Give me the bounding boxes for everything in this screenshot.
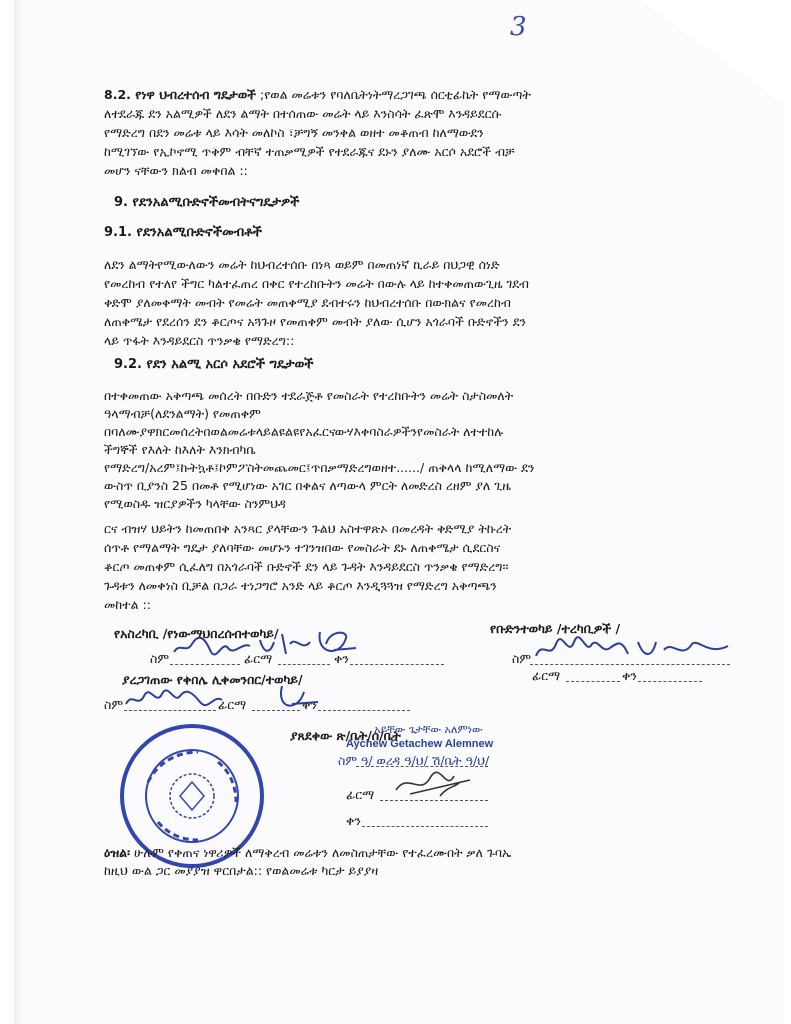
right-name-signature (532, 630, 732, 670)
left-sign-label: ፊርማ (244, 651, 273, 666)
section-92-p1-line-7: የሚወስዱ ዝርያዎችን ካላቸው ስንምህዳ (104, 496, 286, 511)
verifier-name-label: ስም (104, 697, 124, 712)
section-92-p2-line-4: ጉዳቱን ለመቀነስ ቢቻል በጋራ ተነጋግሮ አንድ ላይ ቆርጦ እንዲጓጓዝ የማድረግ አቅጣጫን (104, 578, 497, 593)
note-label: ዕዝል፡ (104, 845, 131, 860)
section-92-p1-line-5: የማድረግ/አረም፤ኩትኳቶ፤ኮምፖስትመጨመር፤ጥበቃማድረግወዘተ....../ ጠቅላላ ከሚለማው ደን (104, 460, 535, 475)
section-82-heading: 8.2. የነዋ ህብረተሰብ ግዴታወች (104, 87, 256, 102)
verifier-label: ያረጋገጠው የቀበሌ ሊቀመንበር/ተወካይ/ (122, 672, 303, 687)
section-82-line-4: ከሚገኘው የኢኮኖሚ ጥቅም ብቸኛ ተጠቃሚዎች የተደራጁና ደኑን ያለሙ አርሶ አደሮች ብቻ (104, 144, 515, 159)
section-92-heading: 9.2. የደን አልሚ አርሶ አደሮች ግዴታወች (114, 357, 314, 372)
witness-signature (390, 766, 480, 800)
section-92-p2-line-5: መከተል :: (104, 597, 151, 612)
section-91-line-3: ቀድሞ ያለመቀማት መብት የመሬት መጠቀሚያ ደብተሩን ከህብረተሰቡ በውክልና የመረከብ (104, 295, 511, 310)
left-party-label: የአስረካቢ /የነውማህበረሰብተወካይ/ (114, 626, 279, 641)
section-92-p2-line-2: ሰጥቶ የማልማት ግዴታ ያለባቸው መሆኑን ተገንዝበው የመስራት ደኑ ለጠቀሜታ ሲደርስና (104, 540, 501, 555)
right-name-label: ስም (512, 651, 532, 666)
note-line-2: ከዚህ ውል ጋር መያያዝ ዋርበታል:: የወልመሬቱ ካርታ ይያያዛ (104, 863, 379, 878)
section-91-line-1: ለደን ልማትየሚውለውን መሬት ከህብረተሰቡ በነጻ ወይም በመጠነኛ ኪራይ በህጋዊ ሰነድ (104, 257, 500, 272)
section-92-p2-line-1: ርና ብዝሃ ህይትን ከመጠበቅ አንጻር ያላቸውን ጉልህ አስተዋጽኦ በመረዳት ቅድሚያ ትኩረት (104, 521, 512, 536)
folded-corner (641, 0, 791, 110)
verifier-signature (122, 682, 322, 716)
witness-label: ያጸደቀው ጽ/ቤት/ሰ/ቤት (290, 728, 401, 743)
verifier-sign-label: ፊርማ (218, 697, 247, 712)
section-82-line-2: ለተደራጁ ደን አልሚዎች ለደን ልማት በተሰጠው መሬት ላይ እንስሳት ፈጽሞ እንዳይደርሱ (104, 106, 502, 121)
section-91-heading: 9.1. የደንአልሚቡድኖችመብቶች (104, 225, 262, 240)
note-line-1: ዕዝል፡ ሁሉም የቀጠና ነዋሪዎች ለማቅረብ መሬቱን ለመስጠታቸው የተፈረሙበት ቃለ ጉባኤ (104, 845, 512, 860)
left-name-signature (170, 624, 360, 664)
section-92-p1-line-2: ዓላማብቻ(ለደንልማት) የመጠቀም (104, 406, 261, 421)
section-92-p1-line-3: በባለሙያዋክርመሰረትበወልመሬቱላይልዩልዩየአፈርናውሃእቀባስራዎችንየመስራት ለተተከሉ (104, 424, 504, 439)
section-91-line-5: ላይ ጥፋት እንዳይደርስ ጥንቃቄ የማድረግ:: (104, 333, 295, 348)
section-9-heading: 9. የደንአልሚቡድኖችመብትናግዴታዎች (114, 195, 300, 210)
witness-name-line: ስም ዓ/ ወረዳ ዓ/ህ/ ሽ/ቤት ዓ/ህ/ (338, 753, 490, 768)
witness-stamp-amharic: አይቸው ጌታቸው አለምነው (374, 723, 483, 736)
section-91-line-2: የመረከብ የተለየ ችግር ካልተፈጠረ በቀር የተረከቡትን መሬት በውሉ ላይ ከተቀመጠውጊዜ ገደብ (104, 276, 529, 291)
section-82-line-5: መሆን ናቸውን ክልብ መቀበል :: (104, 163, 248, 178)
section-92-p1-line-6: ውስጥ ቢያንስ 25 በመቶ የሚሆነው አገር በቀልና ለጣውላ ምርት ለመድረስ ረዘም ያለ ጊዜ (104, 478, 511, 493)
section-92-p2-line-3: ቆርጦ መጠቀም ሲፈለግ በአጎራባች ቡድኖች ደን ላይ ጉዳት እንዳይደርስ ጥንቃቄ የማድረግ፡፡ (104, 559, 509, 574)
section-91-line-4: ለጠቀሜታ የደረሰን ደን ቆርጦና አጓጉዞ የመጠቀም መብት ያለው ሲሆን አጎራባች ቡድኖችን ደን (104, 314, 527, 329)
section-82-line-1: 8.2. የነዋ ህብረተሰብ ግዴታወች ;የወል መሬቱን የባለቤትነትማረጋገጫ ሰርቲፊኬት የማውጣት (104, 87, 531, 102)
verifier-date-label: ቀን (302, 697, 317, 712)
witness-sign-label: ፊርማ (346, 787, 375, 802)
page-number: 3 (510, 12, 527, 42)
right-party-label: የቡድንተወካይ /ተረካቢዎች / (490, 621, 621, 636)
witness-date-label: ቀን (346, 813, 361, 828)
witness-stamp-latin: Aychew Getachew Alemnew (346, 738, 494, 750)
right-date-label: ቀን (622, 668, 637, 683)
section-82-line-3: የማድረግ በደን መሬቱ ላይ እሳት መለኮስ ፣ቻግኝ መንቀል ወዘተ መቆጠብ ከለማውደን (104, 125, 484, 140)
section-92-p1-line-1: በተቀመጠው አቅጣጫ መሰረት በቡድን ተደራጅቶ የመስራት የተረከቡትን መሬት ስታስመለት (104, 388, 514, 403)
right-sign-label: ፊርማ (532, 668, 561, 683)
left-date-label: ቀን (334, 651, 349, 666)
left-name-label: ስም (150, 651, 170, 666)
section-92-p1-line-4: ችግኞች የእለት ከእለት እንክብካቤ (104, 442, 256, 457)
